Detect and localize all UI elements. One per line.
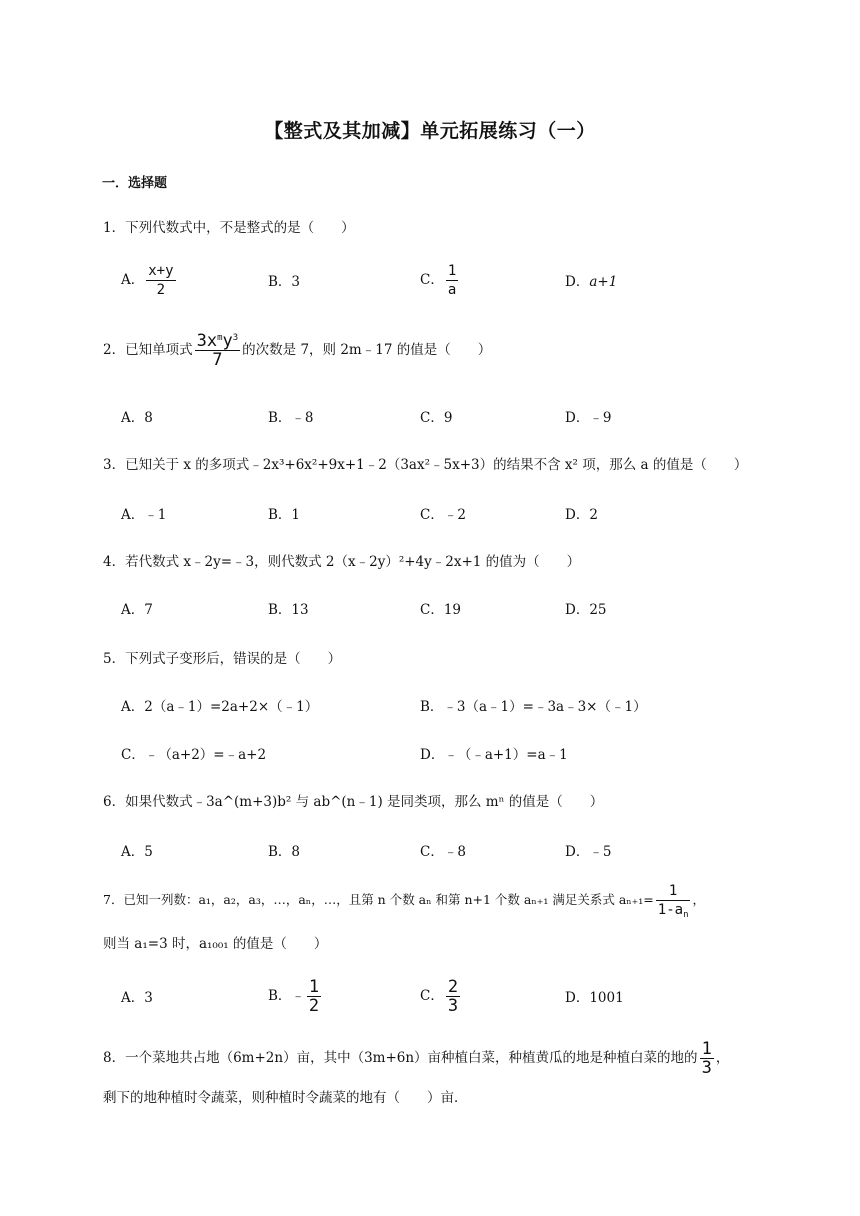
- fraction-numerator: 1: [308, 977, 320, 997]
- question-4-option-b[interactable]: B．13: [268, 602, 309, 618]
- question-1-stem: 1．下列代数式中，不是整式的是（ ）: [103, 220, 355, 236]
- option-label: D．: [565, 274, 590, 290]
- question-1-option-d[interactable]: [565, 272, 617, 292]
- stem-prefix: 2．已知单项式: [103, 342, 193, 358]
- question-5-option-a[interactable]: A．2（a﹣1）=2a+2×（﹣1）: [121, 699, 319, 715]
- denominator-subscript: n: [683, 910, 689, 920]
- question-4-stem: 4．若代数式 x﹣2y=﹣3，则代数式 2（x﹣2y）²+4y﹣2x+1 的值为（ ）: [103, 554, 581, 570]
- stem-line-1-end: ，: [715, 1050, 730, 1066]
- fraction: [146, 262, 175, 299]
- monomial-fraction: [195, 332, 241, 369]
- exponent-m: m: [217, 333, 223, 343]
- option-label: C．: [420, 988, 444, 1004]
- question-7-stem-line-2: 则当 a₁=3 时，a₁₀₀₁ 的值是（ ）: [103, 936, 328, 952]
- question-4-option-c[interactable]: C．19: [420, 602, 462, 618]
- coefficient-x: 3x: [196, 331, 218, 351]
- stem-suffix: 的次数是 7，则 2m﹣17 的值是（ ）: [242, 342, 492, 358]
- question-8-stem-line-2: 剩下的地种植时令蔬菜，则种植时令蔬菜的地有（ ）亩．: [103, 1090, 468, 1106]
- exponent-3: 3: [232, 333, 239, 343]
- question-7-option-a[interactable]: A．3: [121, 990, 153, 1006]
- question-7-option-b[interactable]: [268, 978, 323, 1015]
- question-5-option-c[interactable]: C．﹣（a+2）=﹣a+2: [121, 747, 267, 763]
- question-6-option-c[interactable]: C．﹣8: [420, 844, 466, 860]
- question-5-option-d[interactable]: D．﹣（﹣a+1）=a﹣1: [420, 747, 568, 763]
- question-8-stem: [103, 1040, 729, 1077]
- fraction-denominator: a: [447, 282, 457, 298]
- fraction-denominator: 3: [701, 1058, 712, 1078]
- variable-y: y: [222, 331, 233, 351]
- question-2-option-a[interactable]: A．8: [121, 410, 153, 426]
- fraction-numerator: 1: [447, 263, 457, 279]
- fraction: [700, 1040, 714, 1077]
- question-2-stem: [103, 332, 491, 369]
- question-3-option-c[interactable]: C．﹣2: [420, 507, 466, 523]
- question-6-option-b[interactable]: B．8: [268, 844, 301, 860]
- question-7-stem: [103, 882, 705, 919]
- question-5-option-b[interactable]: B．﹣3（a﹣1）=﹣3a﹣3×（﹣1）: [420, 699, 647, 715]
- question-2-option-d[interactable]: D．﹣9: [565, 410, 612, 426]
- question-3-option-d[interactable]: D．2: [565, 507, 598, 523]
- stem-line-1: 8．一个菜地共占地（6m+2n）亩，其中（3m+6n）亩种植白菜，种植黄瓜的地是种植白菜的地的: [103, 1050, 698, 1066]
- question-4-option-d[interactable]: D．25: [565, 602, 607, 618]
- fraction-numerator: [195, 332, 241, 350]
- question-1-option-a[interactable]: [121, 262, 178, 299]
- question-5-stem: 5．下列式子变形后，错误的是（ ）: [103, 651, 342, 667]
- math-expression: a+1: [589, 274, 618, 290]
- fraction: [446, 262, 458, 299]
- question-3-option-a[interactable]: A．﹣1: [121, 507, 167, 523]
- question-2-option-c[interactable]: C．9: [420, 410, 453, 426]
- fraction-numerator: x+y: [148, 263, 174, 279]
- question-6-option-a[interactable]: A．5: [121, 844, 153, 860]
- fraction-numerator: 1: [701, 1039, 712, 1059]
- stem-line-1: 7．已知一列数：a₁，a₂，a₃，…，aₙ，…，且第 n 个数 aₙ 和第 n+1 个数 aₙ₊₁ 满足关系式 aₙ₊₁=: [103, 892, 654, 907]
- fraction-numerator: 2: [447, 977, 459, 997]
- question-1-option-b[interactable]: B．3: [268, 274, 301, 290]
- fraction-denominator: 7: [195, 350, 241, 369]
- question-3-option-b[interactable]: B．1: [268, 507, 301, 523]
- fraction-denominator: [656, 900, 691, 919]
- recurrence-fraction: [656, 882, 691, 919]
- question-7-option-d[interactable]: D．1001: [565, 990, 624, 1006]
- denominator-base: 1-a: [657, 902, 684, 918]
- fraction: [446, 978, 460, 1015]
- option-label: A．: [121, 272, 145, 288]
- question-2-option-b[interactable]: B．﹣8: [268, 410, 314, 426]
- question-1-option-c[interactable]: [420, 262, 460, 299]
- option-label: B．﹣: [268, 988, 305, 1004]
- stem-line-1-end: ，: [692, 892, 705, 907]
- page-title: 【整式及其加减】单元拓展练习（一）: [264, 120, 596, 142]
- fraction: [307, 978, 321, 1015]
- fraction-denominator: 3: [447, 996, 459, 1016]
- question-3-stem: 3．已知关于 x 的多项式﹣2x³+6x²+9x+1﹣2（3ax²﹣5x+3）的结果不含 x² 项，那么 a 的值是（ ）: [103, 457, 748, 473]
- fraction-denominator: 2: [308, 996, 320, 1016]
- question-6-option-d[interactable]: D．﹣5: [565, 844, 612, 860]
- question-4-option-a[interactable]: A．7: [121, 602, 153, 618]
- section-heading: 一．选择题: [102, 176, 168, 191]
- question-7-option-c[interactable]: [420, 978, 462, 1015]
- fraction-numerator: 1: [668, 883, 678, 899]
- question-6-stem: 6．如果代数式﹣3a^(m+3)b² 与 ab^(n﹣1) 是同类项，那么 mⁿ 的值是（ ）: [103, 794, 604, 810]
- fraction-denominator: 2: [146, 280, 175, 299]
- option-label: C．: [420, 272, 444, 288]
